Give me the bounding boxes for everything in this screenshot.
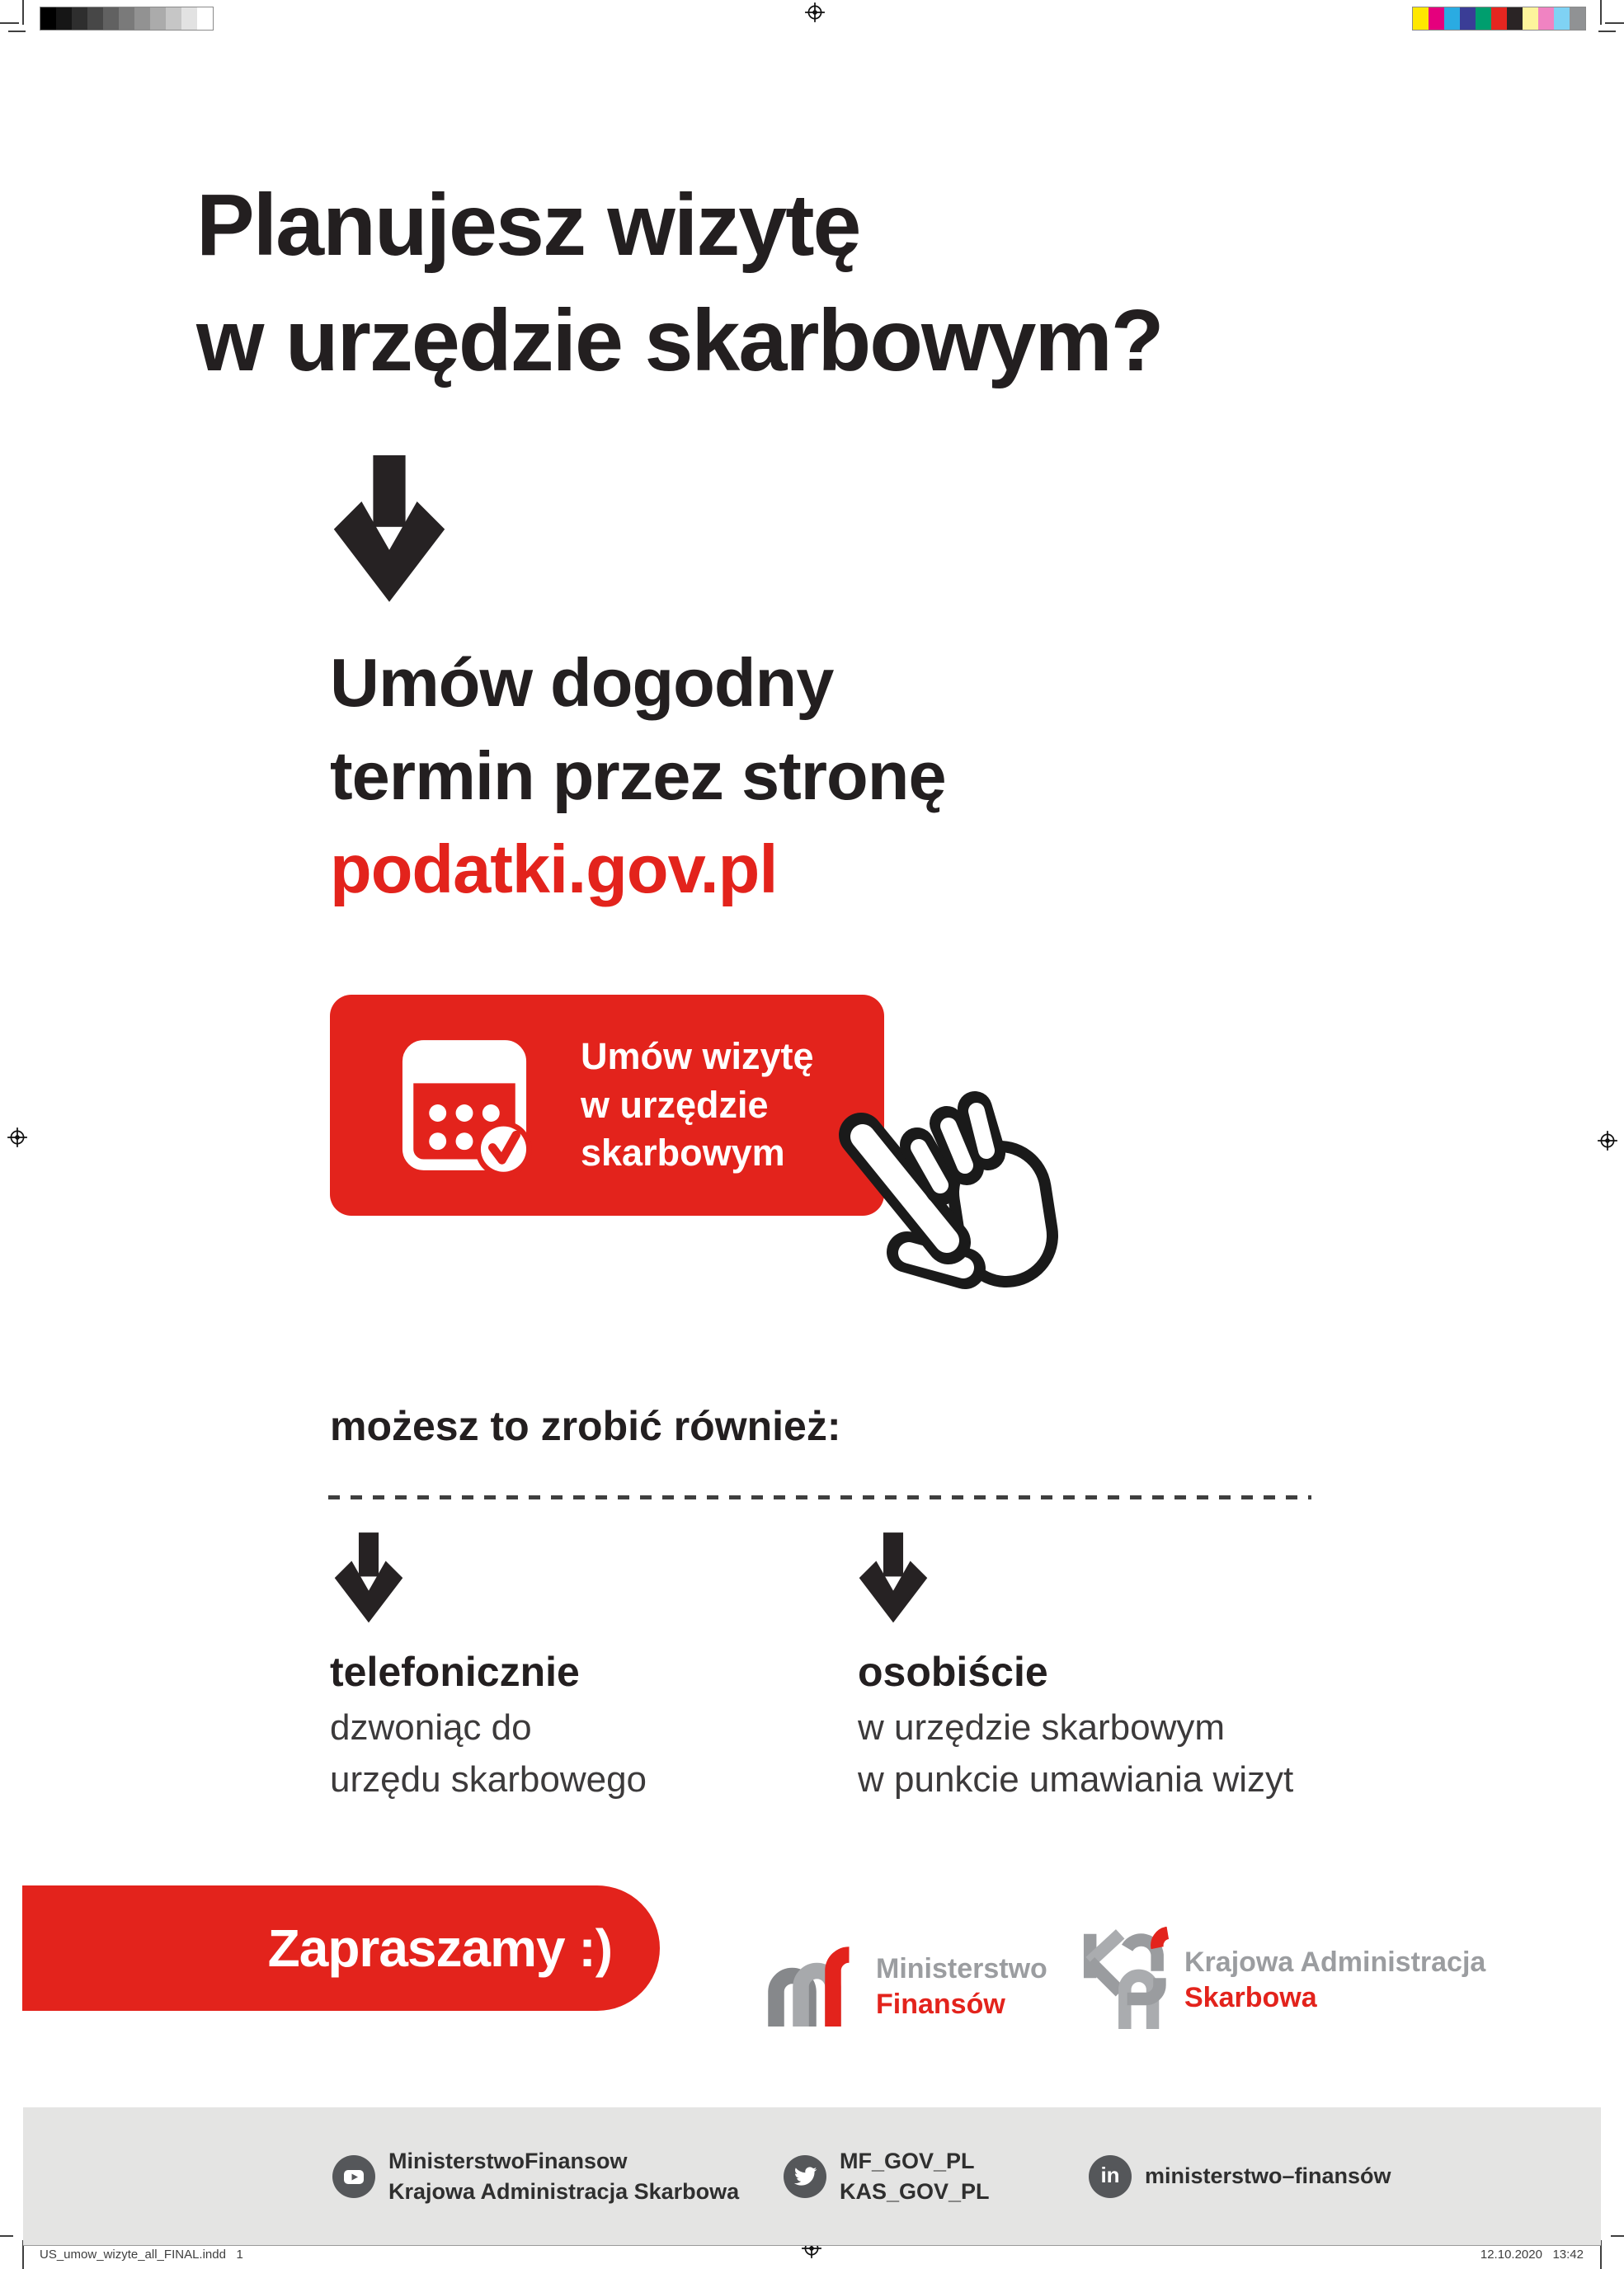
subtitle-line2: termin przez stronę [330, 737, 946, 814]
social-twitter-handles [840, 2146, 990, 2207]
column-phone-lines [330, 1702, 647, 1806]
grayscale-calibration-bar [40, 7, 214, 31]
alternatives-heading: możesz to zrobić również: [330, 1403, 841, 1449]
footer-hairline [23, 2245, 1601, 2246]
calibration-swatch [134, 7, 150, 30]
kas-logo-text [1184, 1945, 1485, 2016]
color-calibration-bar [1412, 7, 1586, 31]
print-datetime: 12.10.2020 13:42 [1480, 2248, 1584, 2262]
mf-logo-mark-icon [764, 1937, 863, 2036]
column-inperson-title: osobiście [858, 1649, 1048, 1695]
calibration-swatch [181, 7, 197, 30]
calibration-swatch [103, 7, 119, 30]
print-file-label: US_umow_wizyte_all_FINAL.indd 1 [40, 2248, 243, 2262]
youtube-handle-1: MinisterstwoFinansow [388, 2148, 628, 2173]
cta-label-line2: w urzędzie [581, 1083, 769, 1126]
calibration-swatch [1413, 7, 1429, 30]
social-linkedin[interactable] [1089, 2107, 1391, 2245]
kas-logo-line1: Krajowa Administracja [1184, 1947, 1486, 1979]
trim-mark [22, 0, 24, 25]
youtube-handle-2: Krajowa Administracja Skarbowa [388, 2178, 740, 2204]
subtitle-line1: Umów dogodny [330, 644, 834, 721]
kas-logo-line2: Skarbowa [1184, 1982, 1317, 2013]
cta-label-line3: skarbowym [581, 1132, 785, 1175]
footer-band [23, 2107, 1601, 2245]
calibration-swatch [87, 7, 103, 30]
calibration-swatch [1554, 7, 1570, 30]
umow-wizyte-button-label [581, 1033, 814, 1178]
column-inperson-line2: w punkcie umawiania wizyt [858, 1758, 1294, 1800]
calibration-swatch [150, 7, 166, 30]
calibration-swatch [1491, 7, 1507, 30]
trim-mark [0, 2235, 13, 2237]
column-inperson-lines [858, 1702, 1293, 1806]
calibration-swatch [40, 7, 56, 30]
youtube-icon [332, 2155, 375, 2198]
zapraszamy-banner [22, 1885, 660, 2011]
cta-label-line1: Umów wizytę [581, 1035, 814, 1078]
calibration-swatch [1507, 7, 1523, 30]
trim-mark [8, 31, 26, 32]
twitter-icon [784, 2155, 826, 2198]
social-youtube[interactable] [332, 2107, 739, 2245]
trim-mark [1600, 0, 1602, 25]
zapraszamy-label: Zapraszamy :) [267, 1918, 612, 1978]
calibration-swatch [1570, 7, 1585, 30]
twitter-handle-1: MF_GOV_PL [840, 2148, 975, 2173]
mf-logo-text [876, 1951, 1047, 2022]
calibration-swatch [119, 7, 134, 30]
trim-mark [0, 22, 19, 24]
calibration-swatch [197, 7, 213, 30]
calibration-swatch [56, 7, 72, 30]
twitter-handle-2: KAS_GOV_PL [840, 2178, 990, 2204]
calibration-swatch [1444, 7, 1460, 30]
column-inperson-line1: w urzędzie skarbowym [858, 1707, 1226, 1748]
subtitle [330, 637, 946, 916]
linkedin-icon: in [1089, 2155, 1132, 2198]
social-linkedin-handles [1145, 2161, 1391, 2191]
hand-pointer-icon [826, 1087, 1074, 1297]
kas-logo-mark-icon [1074, 1927, 1171, 2034]
calibration-swatch [166, 7, 181, 30]
page-title-line1: Planujesz wizytę [196, 177, 860, 274]
registration-mark-top [804, 2, 826, 23]
arrow-down-icon [333, 1532, 404, 1625]
linkedin-handle-1: ministerstwo–finansów [1145, 2163, 1391, 2188]
dashed-divider [328, 1495, 1311, 1499]
mf-logo-line1: Ministerstwo [876, 1953, 1047, 1985]
calibration-swatch [1538, 7, 1554, 30]
kas-logo [1074, 1910, 1485, 2050]
calibration-swatch [1523, 7, 1538, 30]
trim-mark [1605, 22, 1624, 24]
podatki-link[interactable]: podatki.gov.pl [330, 830, 778, 907]
registration-mark-right [1597, 1130, 1618, 1151]
trim-mark [1598, 31, 1616, 32]
page-title [196, 168, 1162, 399]
arrow-down-icon [332, 455, 447, 605]
column-phone-line1: dzwoniąc do [330, 1707, 532, 1748]
calendar-check-icon [386, 1027, 543, 1184]
calibration-swatch [72, 7, 87, 30]
calibration-swatch [1429, 7, 1444, 30]
calibration-swatch [1476, 7, 1491, 30]
mf-logo [764, 1933, 1047, 2041]
social-twitter[interactable] [784, 2107, 990, 2245]
calibration-swatch [1460, 7, 1476, 30]
trim-mark [1611, 2235, 1624, 2237]
page-title-line2: w urzędzie skarbowym? [196, 291, 1163, 389]
column-phone-title: telefonicznie [330, 1649, 580, 1695]
registration-mark-left [7, 1127, 28, 1148]
social-youtube-handles [388, 2146, 739, 2207]
arrow-down-icon [858, 1532, 929, 1625]
column-phone-line2: urzędu skarbowego [330, 1758, 647, 1800]
mf-logo-line2: Finansów [876, 1989, 1005, 2020]
umow-wizyte-button[interactable] [330, 995, 884, 1216]
